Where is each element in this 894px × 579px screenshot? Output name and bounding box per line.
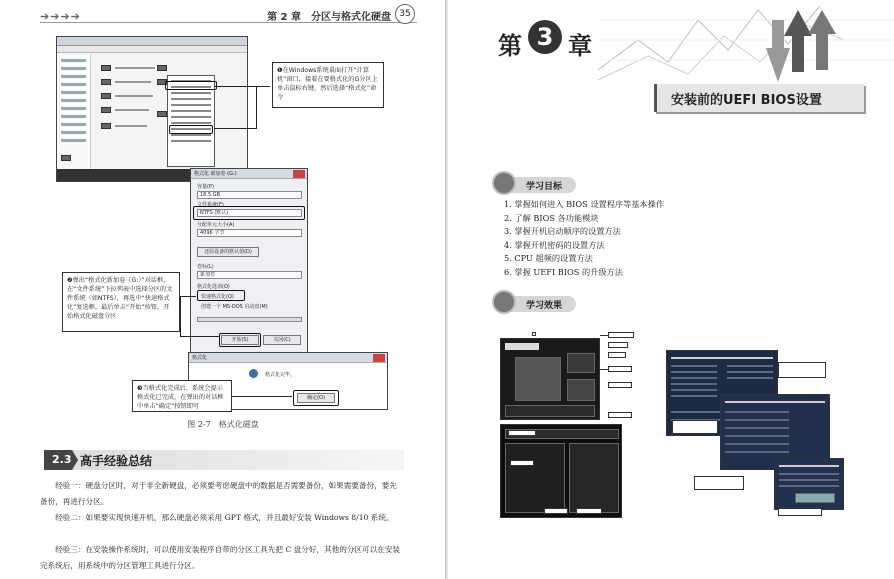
restore-defaults-button[interactable]: 还原设备的默认值(D) <box>197 247 259 257</box>
drive-icon <box>101 123 111 129</box>
motherboard-image <box>515 357 561 401</box>
bios-label <box>608 382 632 388</box>
goals-badge-icon <box>492 171 516 195</box>
close-icon <box>373 354 385 362</box>
format-complete-message: 格式化完毕。 <box>265 372 296 378</box>
callout-step-3: ❸当格式化完成后，系统会提示格式化已完成，在弹出的对话框中单击“确定”按钮即可 <box>132 380 232 412</box>
msdos-boot-checkbox[interactable]: 创建一个 MS-DOS 启动盘(M) <box>201 304 268 310</box>
bios-label <box>510 460 534 466</box>
objective-item: 5. CPU 超频的设置方法 <box>504 253 593 263</box>
chapter-prefix: 第 <box>498 31 522 60</box>
filesystem-label: 文件系统(F) <box>197 202 224 208</box>
objective-item: 6. 掌握 UEFI BIOS 的升级方法 <box>504 266 623 277</box>
bios-label <box>778 362 826 378</box>
running-header: 第 2 章 分区与格式化硬盘 <box>267 12 391 23</box>
format-dialog-title: 格式化 新加卷 (G:) <box>191 169 307 179</box>
close-button[interactable]: 关闭(C) <box>263 335 301 345</box>
bios-label <box>608 366 632 372</box>
section-title: 高手经验总结 <box>80 454 153 468</box>
learning-effects-heading: 学习效果 <box>496 296 576 312</box>
page-number: 35 <box>395 4 415 24</box>
drive-icon <box>101 93 111 99</box>
highlight-drive-g <box>165 81 217 90</box>
left-page <box>0 0 446 579</box>
explorer-toolbar <box>57 46 247 53</box>
bios-label <box>576 508 602 514</box>
gigabyte-logo <box>505 343 539 350</box>
bios-label <box>544 508 568 514</box>
format-dialog <box>190 168 308 354</box>
highlight-quick-format <box>197 290 245 301</box>
bios-label <box>508 430 536 436</box>
chapter-suffix: 章 <box>568 31 592 60</box>
format-complete-title: 格式化 <box>189 353 387 363</box>
capacity-select[interactable]: 18.5 GB <box>197 191 302 199</box>
chapter-title: 安装前的UEFI BIOS设置 <box>671 93 822 108</box>
bios-label <box>778 508 822 516</box>
close-icon <box>293 170 305 178</box>
figure-caption: 图 2-7 格式化磁盘 <box>187 420 259 429</box>
bios-screenshot-main <box>500 338 600 420</box>
down-arrow-icon <box>766 20 790 82</box>
bios-label <box>608 352 626 358</box>
explorer-address-bar <box>57 37 247 46</box>
paragraph-1: 经验一：硬盘分区时，对于非全新硬盘，必须要考虑硬盘中的数据是否需要备份，如果需要备份，要先备份，再进行分区。 <box>40 481 397 506</box>
filesystem-select[interactable]: NTFS (默认) <box>197 209 302 217</box>
drive-icon <box>101 79 111 85</box>
info-icon <box>249 369 258 378</box>
format-options-label: 格式化选项(O) <box>197 284 230 290</box>
up-arrow-icon <box>784 10 812 72</box>
bios-screenshot-boot-menu <box>774 458 844 510</box>
header-arrows: ➔➔➔➔ <box>40 10 81 23</box>
objective-item: 2. 了解 BIOS 各功能模块 <box>504 212 599 223</box>
bios-label <box>608 332 634 338</box>
format-progress-bar <box>197 317 302 322</box>
objective-item: 4. 掌握开机密码的设置方法 <box>504 239 605 250</box>
paragraph-3: 经验三：在安装操作系统时，可以使用安装程序自带的分区工具先把 C 盘分好，其他的分区可以在安装完系统后，用系统中的分区管理工具进行分区。 <box>40 545 400 570</box>
chapter-number: 3 <box>528 20 562 54</box>
highlight-start <box>219 333 261 347</box>
start-button[interactable]: 开始(S) <box>221 335 259 345</box>
drive-icon <box>101 65 111 71</box>
drive-icon <box>157 65 167 71</box>
right-page <box>448 0 894 579</box>
callout-step-2: ❷弹出“格式化新加卷（G:）”对话框，在“文件系统”下拉列表中选择分区的文件系统（如NTFS），再选中“快速格式化”复选框，最后单击“开始”按钮，开始格式化磁盘分区 <box>62 272 180 332</box>
section-number: 2.3 <box>52 453 72 466</box>
chapter-title-bar <box>654 84 864 112</box>
bios-label <box>694 476 744 490</box>
section-heading-bar <box>44 450 404 470</box>
bios-label <box>532 332 536 336</box>
objective-item: 3. 掌握开机启动顺序的设置方法 <box>504 226 621 236</box>
highlight-filesystem <box>193 206 305 220</box>
explorer-sidebar <box>57 54 91 169</box>
paragraph-2: 经验二：如果要实现快速开机，那么硬盘必须采用 GPT 格式，并且最好安装 Windows 8/10 系统。 <box>55 513 394 522</box>
callout-step-1: ❶在Windows系统桌面打开“计算机”窗口，接着在要格式化的G分区上单击鼠标右键，然后选择“格式化”命令 <box>272 62 384 108</box>
allocation-label: 分配单元大小(A) <box>197 222 235 228</box>
bios-label <box>672 420 718 434</box>
learning-goals-heading: 学习目标 <box>496 177 576 193</box>
bios-screenshot-dashboard <box>500 424 622 518</box>
bios-label <box>608 412 632 418</box>
drive-icon <box>61 155 71 161</box>
effects-badge-icon <box>492 290 516 314</box>
explorer-screenshot <box>56 36 248 182</box>
capacity-label: 容量(P) <box>197 184 214 190</box>
highlight-format-item <box>169 125 213 134</box>
allocation-select[interactable]: 4096 字节 <box>197 229 302 237</box>
drive-icon <box>101 107 111 113</box>
bios-label <box>608 342 628 348</box>
objectives-list <box>504 198 664 279</box>
ok-button[interactable]: 确定(O) <box>297 393 335 403</box>
drive-icon <box>157 111 167 117</box>
volume-label-caption: 卷标(L) <box>197 264 214 270</box>
objective-item: 1. 掌握如何进入 BIOS 设置程序等基本操作 <box>504 199 665 209</box>
volume-label-input[interactable]: 新加卷 <box>197 271 302 279</box>
quick-format-checkbox[interactable]: 快速格式化(Q) <box>201 294 234 300</box>
highlight-ok <box>293 390 339 406</box>
